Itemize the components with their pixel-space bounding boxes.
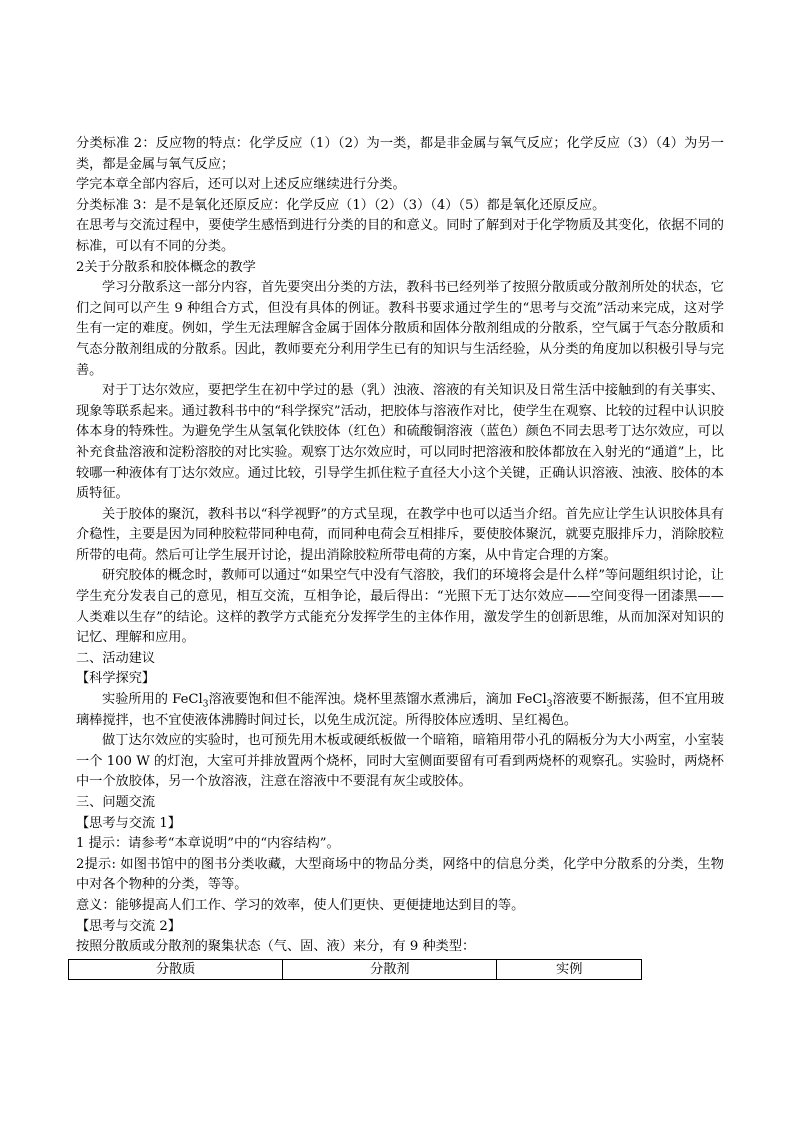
section-heading-questions: 三、问题交流 [76,795,156,810]
table-header-row [69,959,642,979]
paragraph-purpose: 在思考与交流过程中，要使学生感悟到进行分类的目的和意义。同时了解到对于化学物质及其变化，依据不同的标准，可以有不同的分类。 [76,218,724,254]
subheading-think-exchange-1: 【思考与交流 1】 [76,815,181,831]
subscript: 3 [202,699,209,710]
table-header-cell: 分散质 [69,959,283,979]
paragraph-significance: 意义：能够提高人们工作、学习的效率，使人们更快、更便捷地达到目的等。 [76,897,525,913]
section-heading-dispersion: 2关于分散系和胶体概念的教学 [76,259,256,275]
table-header-cell: 分散剂 [283,959,497,979]
paragraph-coagulation: 关于胶体的聚沉，教科书以“科学视野”的方式呈现，在教学中也可以适当介绍。首先应让学生认识胶体具有介稳性，主要是因为同种胶粒带同种电荷，而同种电荷会互相排斥，要使胶体聚沉，就要克服排斥力，消除胶粒所带的电荷。然后可让学生展开讨论，提出消除胶粒所带电荷的方案，从中肯定合理的方案。 [76,506,724,563]
subscript: 3 [546,699,553,710]
section-heading-activities: 二、活动建议 [76,650,156,666]
subheading-science-inquiry: 【科学探究】 [76,671,156,687]
subheading-think-exchange-2: 【思考与交流 2】 [76,918,181,934]
paragraph-dispersion: 学习分散系这一部分内容，首先要突出分类的方法，教科书已经列举了按照分散质或分散剂所处的状态，它们之间可以产生 9 种组合方式，但没有具体的例证。教科书要求通过学生的“思考与交流”活动来完成，这对学生有一定的难度。例如，学生无法理解含金属于固体分散质和固体分散剂组成的分散系，空气属于气态分散质和气态分散剂组成的分散系。因此，教师要充分利用学生已有的知识与生活经验，从分类的角度加以积极引导与完善。 [76,280,724,378]
document-page [76,134,724,980]
table-header-cell: 实例 [497,959,642,979]
text-segment: 溶液要饱和但不能浑浊。烧杯里蒸馏水煮沸后，滴加 FeCl [208,692,547,708]
text-segment: 实验所用的 FeCl [102,692,203,708]
paragraph-dark-box: 做丁达尔效应的实验时，也可预先用木板或硬纸板做一个暗箱，暗箱用带小孔的隔板分为大小两室，小室装一个 100 W 的灯泡，大室可并排放置两个烧杯，同时大室侧面要留有可看到两烧杯的观察孔。实验时，两烧杯中一个放胶体，另一个放溶液，注意在溶液中不要混有灰尘或胶体。 [76,733,724,790]
paragraph-hint-2: 2提示: 如图书馆中的图书分类收藏，大型商场中的物品分类，网络中的信息分类，化学中分散系的分类，生物中对各个物种的分类，等等。 [76,856,724,893]
dispersion-table [68,959,642,980]
paragraph-further-classification: 学完本章全部内容后，还可以对上述反应继续进行分类。 [76,177,406,193]
text-segment: 溶液要不断振荡，但不宜用玻璃棒搅拌，也不宜使液体沸腾时间过长，以免生成沉淀。所得胶体应透明、呈红褐色。 [76,692,725,728]
paragraph-nine-types: 按照分散质或分散剂的聚集状态（气、固、液）来分，有 9 种类型： [76,939,476,955]
paragraph-classification-2: 分类标准 2：反应物的特点：化学反应（1）（2）为一类，都是非金属与氧气反应；化学反应（3）（4）为另一类，都是金属与氧气反应； [76,136,724,172]
paragraph-colloid-concept: 研究胶体的概念时，教师可以通过“如果空气中没有气溶胶，我们的环境将会是什么样”等问题组织讨论，让学生充分发表自己的意见，相互交流，互相争论，最后得出：“光照下无丁达尔效应——空间变得一团漆黑——人类难以生存”的结论。这样的教学方式能充分发挥学生的主体作用，激发学生的创新思维，从而加深对知识的记忆、理解和应用。 [76,568,724,646]
paragraph-fecl3 [76,690,724,731]
paragraph-hint-1: 1 提示：请参考“本章说明”中的“内容结构”。 [76,836,340,852]
paragraph-tyndall: 对于丁达尔效应，要把学生在初中学过的悬（乳）浊液、溶液的有关知识及日常生活中接触到的有关事实、现象等联系起来。通过教科书中的“科学探究”活动，把胶体与溶液作对比，使学生在观察、比较的过程中认识胶体本身的特殊性。为避免学生从氢氧化铁胶体（红色）和硫酸铜溶液（蓝色）颜色不同去思考丁达尔效应，可以补充食盐溶液和淀粉溶胶的对比实验。观察丁达尔效应时，可以同时把溶液和胶体都放在入射光的“通道”上，比较哪一种液体有丁达尔效应。通过比较，引导学生抓住粒子直径大小这个关键，正确认识溶液、浊液、胶体的本质特征。 [76,383,724,502]
paragraph-classification-3: 分类标准 3：是不是氧化还原反应：化学反应（1）（2）（3）（4）（5）都是氧化还原反应。 [76,197,606,213]
